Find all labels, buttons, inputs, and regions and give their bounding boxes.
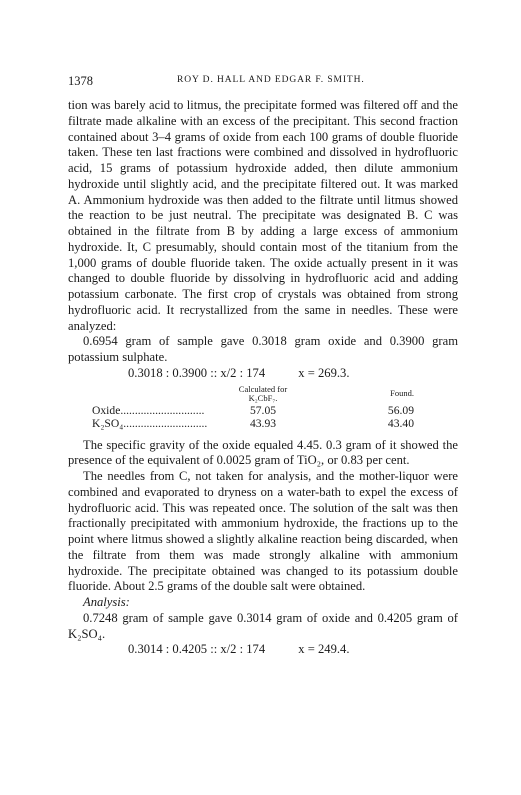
paragraph-specific-gravity: The specific gravity of the oxide equaled 4.45. 0.3 gram of it showed the presence of the equivalent of 0.0025 gram of TiO₂, or 0.83 per cent. — [68, 437, 458, 468]
running-title: ROY D. HALL AND EDGAR F. SMITH. — [177, 75, 365, 85]
composition-table — [92, 385, 414, 431]
equation-ratio-1-terms: 0.3018 : 0.3900 :: x/2 : 174 — [128, 365, 266, 380]
table-cell-found: 56.09 — [387, 403, 414, 417]
paragraph-fraction-description: tion was barely acid to litmus, the precipitate formed was filtered off and the filtrate made alkaline with an excess of the precipitant. This second fraction contained about 3–4 grams of oxide from each 100 grams of double fluoride taken. These ten last fractions were combined and dissolved in hydrofluoric acid, 15 grams of potassium hydroxide added, then dilute ammonium hydroxide until slightly acid, and the precipitate filtered out. It was marked A. Ammonium hydroxide was then added to the filtrate until litmus showed the reaction to be just neutral. The precipitate was designated B. C was obtained in the filtrate from B by adding a large excess of ammonium hydroxide. It, C presumably, should contain most of the titanium from the 1,000 grams of double fluoride taken. The oxide actually present in it was changed to double fluoride by dissolving in hydrofluoric acid and adding potassium carbonate. The first crop of crystals was obtained from strong hydrofluoric acid. It recrystallized from the same in needles. These were analyzed: — [68, 98, 458, 333]
table-row — [92, 417, 414, 431]
equation-ratio-1-result: x = 269.3. — [298, 365, 350, 380]
table-header-formula: K₂CbF₇. — [248, 393, 278, 403]
paragraph-second-sample-result: 0.7248 gram of sample gave 0.3014 gram of oxide and 0.4205 gram of K₂SO₄. — [68, 610, 458, 641]
equation-ratio-2-terms: 0.3014 : 0.4205 :: x/2 : 174 — [128, 642, 266, 657]
table-header-row — [92, 385, 414, 404]
table-cell-found: 43.40 — [387, 417, 414, 431]
table-row-label: Oxide............................. — [92, 403, 205, 417]
table-header-found: Found. — [390, 388, 414, 399]
article-body — [68, 98, 458, 658]
table-header-calculated: Calculated for K₂CbF₇. — [238, 383, 288, 403]
table-row — [92, 404, 414, 418]
equation-ratio-1 — [68, 366, 458, 382]
page-header — [68, 74, 458, 88]
paragraph-sample-result: 0.6954 gram of sample gave 0.3018 gram oxide and 0.3900 gram potassium sulphate. — [68, 334, 458, 364]
table-row-label: K₂SO₄............................. — [92, 417, 208, 431]
paragraph-needles-treatment: The needles from C, not taken for analysis, and the mother-liquor were combined and evaporated to dryness on a water-bath to expel the excess of hydrofluoric acid. This was repeated once. The solution of the salt was then fractionally precipitated with ammonium hydroxide, the fractions up to the point where litmus showed a slightly alkaline reaction being discarded, when the filtrate from them was made strongly alkaline with ammonium hydroxide. The precipitate obtained was changed to its potassium double fluoride. About 2.5 grams of the double salt were obtained. — [68, 469, 458, 594]
table-cell-calculated: 43.93 — [249, 417, 277, 431]
table-cell-calculated: 57.05 — [249, 403, 277, 417]
equation-ratio-2 — [68, 642, 458, 658]
page-number: 1378 — [68, 74, 93, 88]
equation-ratio-2-result: x = 249.4. — [298, 642, 350, 657]
analysis-heading: Analysis: — [83, 595, 130, 610]
